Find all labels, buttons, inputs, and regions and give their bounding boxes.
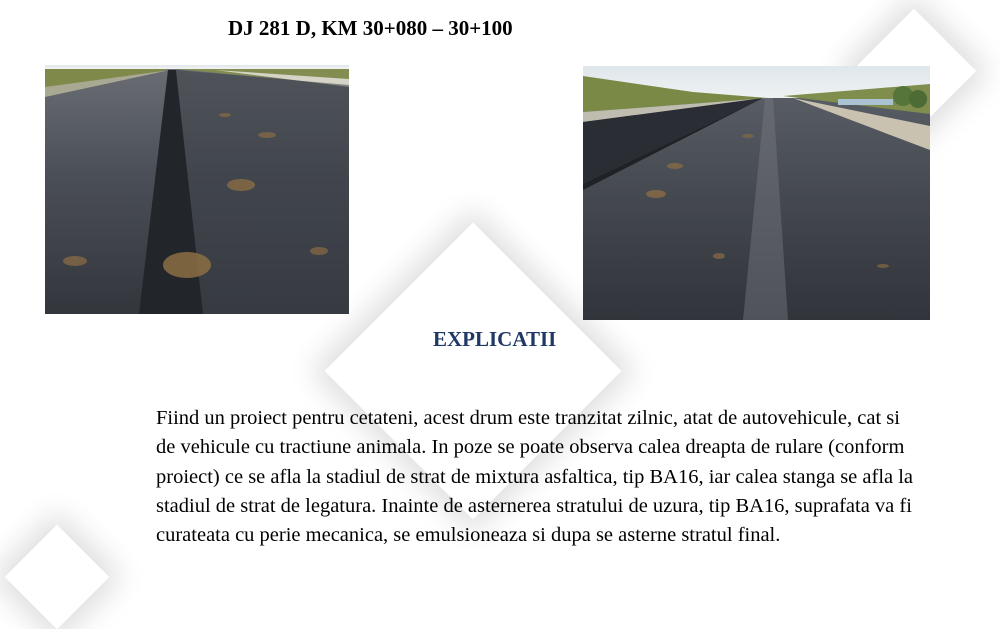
section-heading: EXPLICATII — [433, 327, 557, 351]
road-photo-right — [583, 66, 930, 320]
document-title: DJ 281 D, KM 30+080 – 30+100 — [228, 16, 513, 40]
explanation-paragraph: Fiind un proiect pentru cetateni, acest drum este tranzitat zilnic, atat de autovehicule, cat si de vehicule cu tractiune animala. In poze se poate observa calea dreapta de rulare (conform proiect) ce se afla la stadiul de strat de mixtura asfaltica, tip BA16, iar calea stanga se afla la stadiul de strat de legatura. Inainte de asternerea stratului de uzura, tip BA16, suprafata va fi curateata cu perie mecanica, se emulsioneaza si dupa se asterne stratul final. — [156, 407, 914, 547]
decorative-diamond-bottom-left — [5, 525, 110, 629]
road-photo-left — [45, 65, 349, 314]
